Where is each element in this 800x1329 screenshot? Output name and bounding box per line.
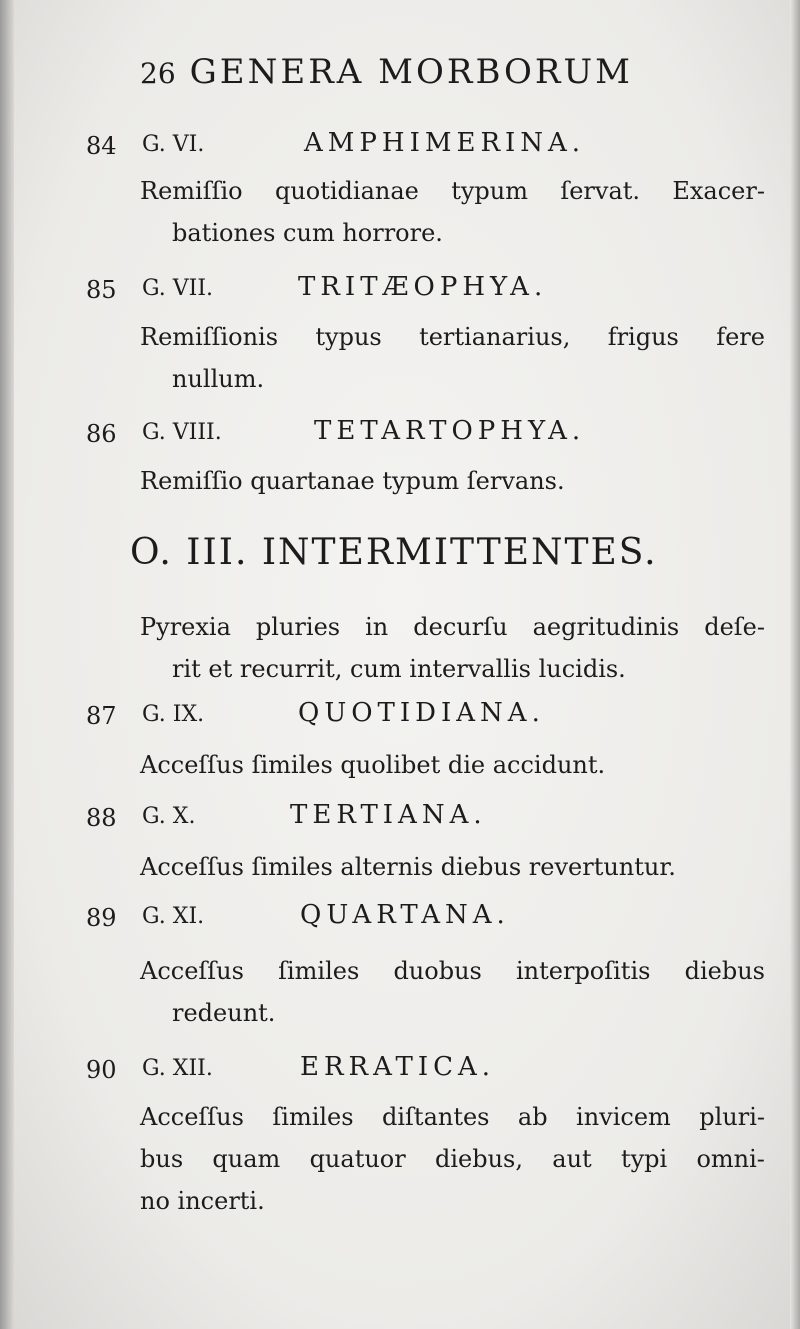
genus-description — [140, 460, 765, 502]
word: diebus — [684, 957, 765, 985]
genus-heading — [86, 128, 766, 168]
description-line — [140, 316, 765, 358]
word: Pyrexia — [140, 613, 231, 641]
genus-description — [140, 316, 765, 400]
word: frigus — [607, 323, 679, 351]
page-edge-right — [790, 0, 800, 1329]
genus-heading — [86, 800, 766, 840]
genus-number: 85 — [86, 276, 117, 304]
description-line: redeunt. — [172, 999, 276, 1027]
word: Exacer- — [672, 177, 765, 205]
genus-name: ERRATICA. — [300, 1052, 496, 1082]
word: typi — [620, 1145, 668, 1173]
word: fere — [716, 323, 765, 351]
genus-label: G. XI. — [142, 904, 205, 929]
word: typus — [315, 323, 382, 351]
description-line — [140, 1096, 765, 1138]
genus-number: 90 — [86, 1056, 117, 1084]
description-line: Acceſſus ſimiles alternis diebus revertuntur. — [140, 853, 676, 881]
word: diebus, — [434, 1145, 523, 1173]
genus-number: 88 — [86, 804, 117, 832]
description-line: bationes cum horrore. — [172, 219, 443, 247]
word: in — [365, 613, 389, 641]
description-line: nullum. — [172, 365, 265, 393]
genus-label: G. XII. — [142, 1056, 213, 1081]
genus-name: QUARTANA. — [300, 900, 510, 930]
word: omni- — [696, 1145, 765, 1173]
word: quam — [212, 1145, 281, 1173]
word: Remiſſio — [140, 177, 243, 205]
genus-number: 89 — [86, 904, 117, 932]
word: aut — [552, 1145, 592, 1173]
genus-name: TERTIANA. — [290, 800, 487, 830]
order-heading: O. III. INTERMITTENTES. — [130, 532, 658, 573]
genus-description — [140, 846, 765, 888]
word: pluries — [255, 613, 341, 641]
word: aegritudinis — [532, 613, 680, 641]
genus-heading — [86, 900, 766, 940]
word: quatuor — [309, 1145, 406, 1173]
genus-label: G. VI. — [142, 132, 205, 157]
word: ſimiles — [278, 957, 360, 985]
genus-name: QUOTIDIANA. — [298, 698, 545, 728]
genus-number: 84 — [86, 132, 117, 160]
word: tertianarius, — [419, 323, 571, 351]
word: ab — [517, 1103, 548, 1131]
running-head — [140, 52, 740, 92]
word: Acceſſus — [140, 957, 244, 985]
description-line: rit et recurrit, cum intervallis lucidis. — [172, 655, 626, 683]
genus-heading — [86, 416, 766, 456]
word: typum — [451, 177, 528, 205]
word: bus — [140, 1145, 184, 1173]
word: ſimiles — [272, 1103, 354, 1131]
word: interpoſitis — [515, 957, 651, 985]
description-line: Remiſſio quartanae typum ſervans. — [140, 467, 565, 495]
description-line: Acceſſus ſimiles quolibet die accidunt. — [140, 751, 606, 779]
genus-label: G. VIII. — [142, 420, 222, 445]
word: diſtantes — [382, 1103, 490, 1131]
genus-heading — [86, 698, 766, 738]
genus-label: G. IX. — [142, 702, 205, 727]
genus-heading — [86, 272, 766, 312]
word: invicem — [576, 1103, 671, 1131]
word: Remiſſionis — [140, 323, 279, 351]
description-line: no incerti. — [140, 1187, 265, 1215]
word: ſervat. — [560, 177, 641, 205]
genus-name: AMPHIMERINA. — [304, 128, 586, 158]
description-line — [140, 1138, 765, 1180]
genus-name: TRITÆOPHYA. — [298, 272, 548, 302]
genus-description — [140, 950, 765, 1034]
description-line — [140, 606, 765, 648]
word: pluri- — [699, 1103, 765, 1131]
genus-label: G. VII. — [142, 276, 214, 301]
word: Acceſſus — [140, 1103, 244, 1131]
genus-number: 86 — [86, 420, 117, 448]
page-edge-left — [0, 0, 14, 1329]
genus-label: G. X. — [142, 804, 196, 829]
page-number: 26 — [140, 57, 176, 90]
word: decurſu — [413, 613, 508, 641]
word: duobus — [393, 957, 482, 985]
genus-heading — [86, 1052, 766, 1092]
description-line — [140, 950, 765, 992]
word: deſe- — [704, 613, 765, 641]
word: quotidianae — [274, 177, 419, 205]
running-title: GENERA MORBORUM — [189, 52, 633, 92]
genus-number: 87 — [86, 702, 117, 730]
genus-name: TETARTOPHYA. — [314, 416, 586, 446]
description-line — [140, 170, 765, 212]
genus-description — [140, 744, 765, 786]
genus-description — [140, 170, 765, 254]
order-description — [140, 606, 765, 690]
genus-description — [140, 1096, 765, 1222]
